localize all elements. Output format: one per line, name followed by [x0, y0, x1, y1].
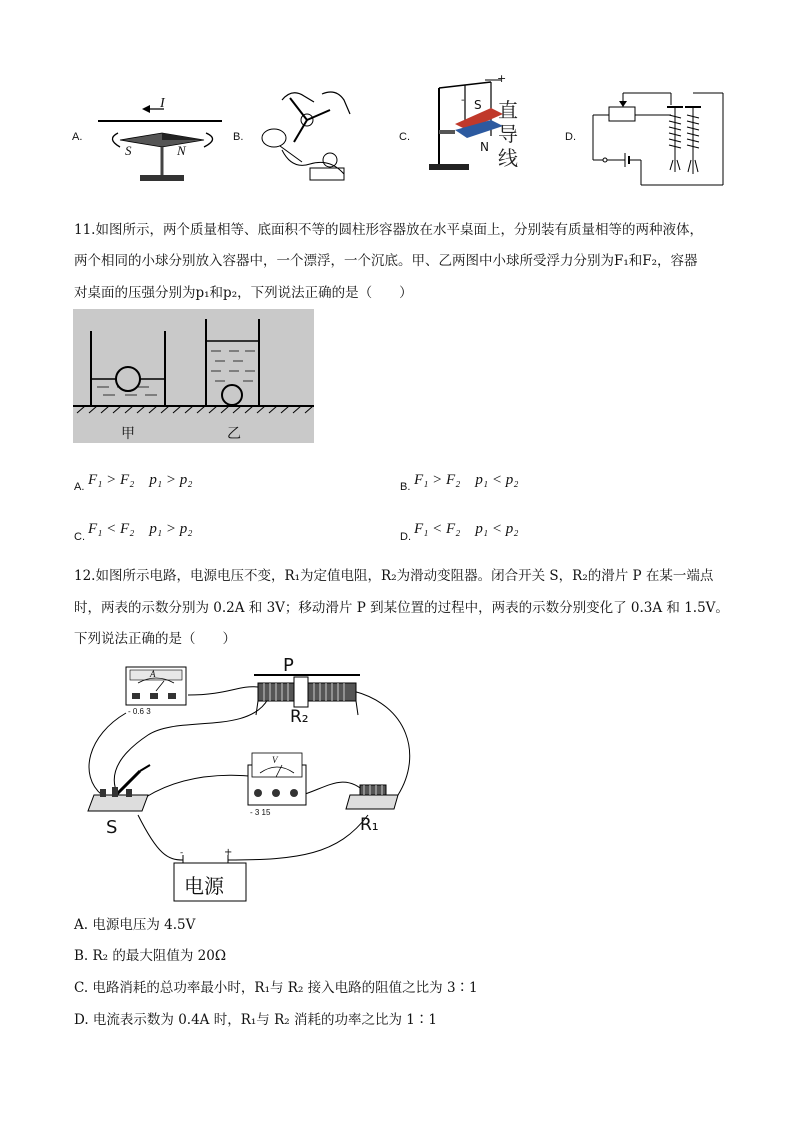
q12-text-line-2: 时，两表的示数分别为 0.2A 和 3V；移动滑片 P 到某位置的过程中，两表的示数分别变化了 0.3A 和 1.5V。	[74, 600, 729, 616]
voltmeter-scale-label: - 3 15	[250, 808, 271, 817]
current-label: I	[160, 96, 165, 111]
r1-label: R₁	[360, 815, 379, 835]
containers-drawing	[73, 309, 314, 443]
circuit-drawing	[78, 655, 418, 905]
q11-option-c-expr: F₁ < F₂ p₁ > p₂	[88, 521, 193, 537]
option-a-letter: A.	[72, 131, 83, 143]
q12-option-c: C. 电路消耗的总功率最小时，R₁与 R₂ 接入电路的阻值之比为 3∶1	[74, 980, 478, 996]
q11-text-line-3: 对桌面的压强分别为p₁和p₂，下列说法正确的是（ ）	[74, 285, 413, 301]
plus-terminal-label: +	[497, 72, 507, 85]
q12-option-b: B. R₂ 的最大阻值为 20Ω	[74, 948, 227, 964]
q11-option-d-expr: F₁ < F₂ p₁ < p₂	[414, 521, 519, 537]
q12-circuit-figure	[78, 655, 418, 905]
q11-text-line-1: 11.如图所示，两个质量相等、底面积不等的圆柱形容器放在水平桌面上，分别装有质量相等的两种液体，	[74, 222, 703, 238]
q12-text-line-3: 下列说法正确的是（ ）	[74, 631, 236, 647]
minus-terminal-label: -	[461, 95, 465, 106]
switch-s-label: S	[106, 817, 118, 838]
power-minus-terminal: -	[180, 848, 184, 858]
compass-s-label: S	[125, 143, 132, 158]
ammeter-scale-label: - 0.6 3	[128, 707, 151, 716]
figure-d-electromagnets	[583, 85, 728, 190]
container-label-jia: 甲	[121, 426, 135, 442]
compass-n-label: N	[177, 143, 186, 158]
wire-char-1: 直	[498, 98, 518, 122]
q11-option-b-expr: F₁ > F₂ p₁ < p₂	[414, 472, 519, 488]
voltmeter-symbol: V	[272, 755, 278, 765]
straight-wire-text	[498, 98, 524, 170]
q11-option-b-letter: B.	[400, 481, 411, 493]
wire-char-2: 导	[498, 122, 518, 146]
q12-option-d: D. 电流表示数为 0.4A 时，R₁与 R₂ 消耗的功率之比为 1∶1	[74, 1012, 437, 1028]
ammeter-symbol: A	[150, 669, 156, 679]
magnet-s-label: S	[474, 98, 482, 112]
option-d-letter: D.	[565, 131, 576, 143]
slider-p-label: P	[283, 655, 294, 676]
option-c-letter: C.	[399, 131, 410, 143]
r2-label: R₂	[290, 707, 309, 727]
q11-option-a-expr: F₁ > F₂ p₁ > p₂	[88, 472, 193, 488]
option-b-letter: B.	[233, 131, 244, 143]
q11-option-c-letter: C.	[74, 531, 85, 543]
power-supply-label: 电源	[184, 874, 224, 898]
q11-option-a-letter: A.	[74, 481, 85, 493]
q11-option-d-letter: D.	[400, 531, 411, 543]
q12-option-a: A. 电源电压为 4.5V	[74, 917, 196, 933]
container-label-yi: 乙	[227, 426, 241, 442]
magnet-n-label: N	[480, 140, 489, 154]
wire-char-3: 线	[498, 146, 518, 170]
q11-text-line-2: 两个相同的小球分别放入容器中，一个漂浮，一个沉底。甲、乙两图中小球所受浮力分别为F₁和F₂，容器	[74, 253, 698, 269]
figure-b-generator	[252, 80, 362, 190]
q12-text-line-1: 12.如图所示电路，电源电压不变，R₁为定值电阻，R₂为滑动变阻器。闭合开关 S，R₂的滑片 P 在某一端点	[74, 568, 714, 584]
q11-containers-figure	[73, 309, 314, 443]
power-plus-terminal: +	[224, 847, 233, 858]
